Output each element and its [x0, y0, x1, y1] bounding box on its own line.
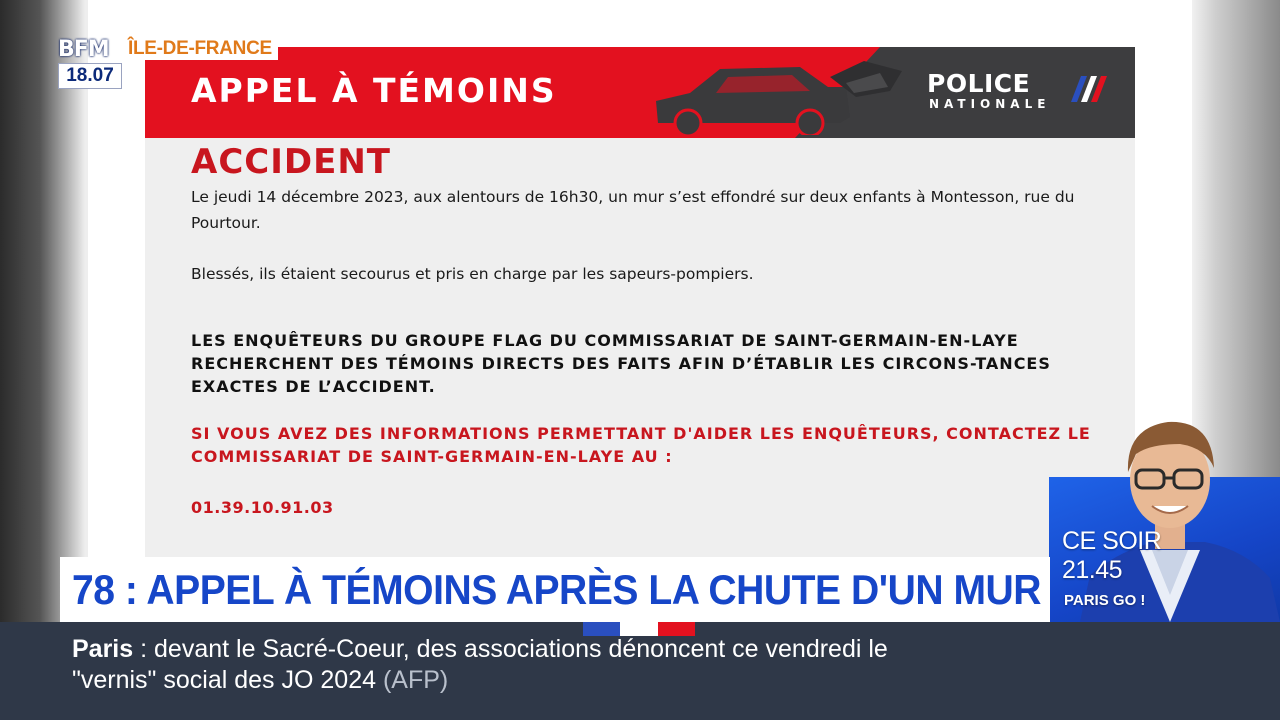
poster-body	[145, 138, 1135, 558]
french-flag-icon	[1067, 72, 1107, 106]
promo-show-name: PARIS GO !	[1064, 592, 1146, 609]
poster-header-title: APPEL À TÉMOINS	[191, 71, 557, 110]
promo-line-ce-soir: CE SOIR	[1062, 527, 1162, 555]
ticker-source: (AFP)	[382, 666, 449, 694]
ticker-line-1	[72, 635, 888, 664]
poster-header	[145, 47, 1135, 138]
ticker-line-2	[72, 666, 448, 695]
incident-description: Le jeudi 14 décembre 2023, aux alentours de 16h30, un mur s’est effondré sur deux enfants à Montesson, rue du Pourtour.	[191, 188, 1075, 232]
contact-instructions: SI VOUS AVEZ DES INFORMATIONS PERMETTANT D'AIDER LES ENQUÊTEURS, CONTACTEZ LE COMMISSARIAT DE SAINT-GERMAIN-EN-LAYE AU :	[191, 424, 1091, 466]
ticker-separator: :	[140, 635, 148, 663]
nationale-word: NATIONALE	[929, 97, 1051, 111]
headline-text: 78 : APPEL À TÉMOINS APRÈS LA CHUTE D'UN MUR	[72, 566, 1042, 613]
investigators-notice: LES ENQUÊTEURS DU GROUPE FLAG DU COMMISSARIAT DE SAINT-GERMAIN-EN-LAYE RECHERCHENT DES TÉMOINS DIRECTS DES FAITS AFIN D’ÉTABLIR LES CIRCONS-TANCES EXACTES DE L’ACCIDENT.	[191, 331, 1051, 396]
bfm-logo-text: BFM	[58, 37, 109, 62]
flag-strip-icon	[583, 622, 695, 636]
ticker-text-1: devant le Sacré-Coeur, des associations dénoncent ce vendredi le	[154, 635, 888, 663]
region-tag: ÎLE-DE-FRANCE	[124, 38, 278, 60]
crashed-car-icon	[650, 57, 910, 135]
bfm-channel-logo	[58, 38, 122, 90]
police-word: POLICE	[927, 69, 1031, 98]
ticker-city: Paris	[72, 635, 134, 663]
ticker-text-2: "vernis" social des JO 2024	[72, 666, 377, 694]
police-nationale-logo	[927, 69, 1117, 119]
presenter-photo	[1060, 410, 1280, 622]
news-ticker	[0, 622, 1280, 720]
headline-banner	[60, 557, 1050, 622]
promo-airtime: 21.45	[1062, 556, 1123, 584]
broadcast-clock: 18.07	[58, 63, 122, 89]
accident-heading: ACCIDENT	[191, 142, 391, 182]
contact-phone-number: 01.39.10.91.03	[191, 498, 334, 517]
injury-description: Blessés, ils étaient secourus et pris en charge par les sapeurs-pompiers.	[191, 265, 754, 283]
